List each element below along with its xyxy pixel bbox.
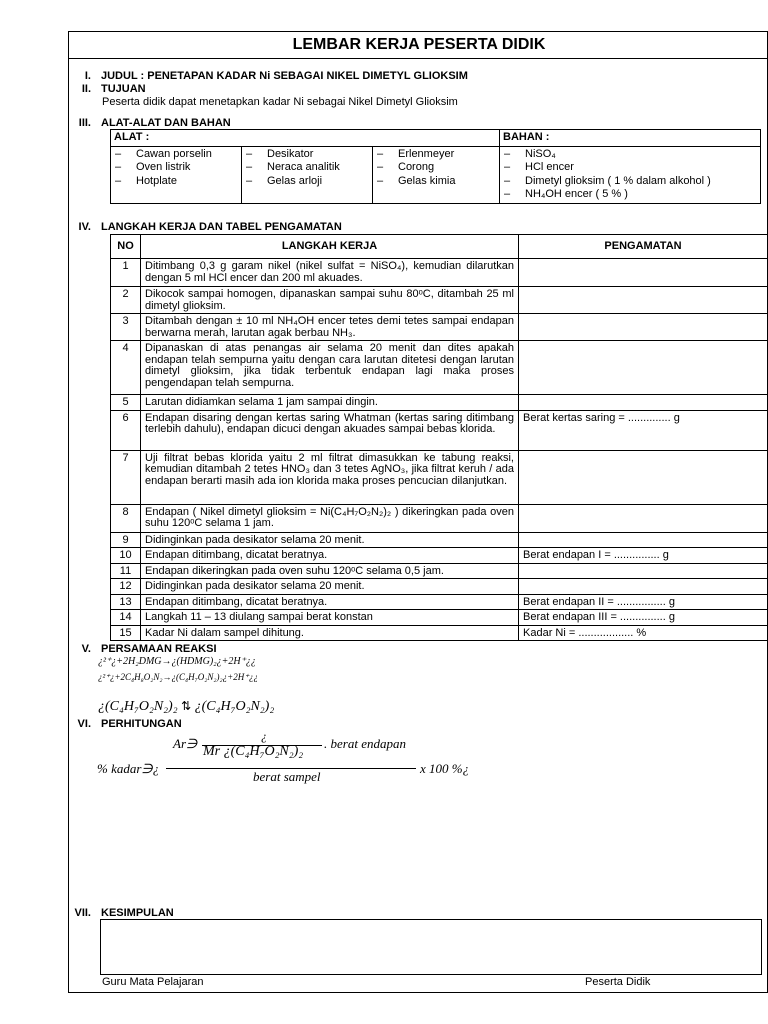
langkah-kerja-table: [110, 234, 768, 641]
step-number: 5: [111, 395, 141, 411]
section-heading: TUJUAN: [101, 83, 146, 95]
observation-cell[interactable]: [519, 395, 768, 411]
bahan-column: [500, 146, 761, 203]
observation-cell[interactable]: [519, 532, 768, 548]
step-number: 8: [111, 504, 141, 532]
table-row: [111, 625, 768, 641]
mr-denominator: Mr ¿(C₄H₇O₂N₂)₂: [203, 744, 304, 759]
step-number: 4: [111, 341, 141, 395]
bahan-header: BAHAN :: [500, 130, 761, 147]
observation-cell[interactable]: [519, 259, 768, 287]
step-description: Uji filtrat bebas klorida yaitu 2 ml filtrat dimasukkan ke tabung reaksi, kemudian ditambah 2 tetes HNO₃ dan 3 tetes AgNO₃, jika filtrat keruh / ada endapan berarti masih ada ion klorida maka proses pencucian dilanjutkan.: [141, 450, 519, 504]
list-item: – HCl encer: [503, 161, 757, 175]
table-row: [111, 504, 768, 532]
step-description: Didinginkan pada desikator selama 20 menit.: [141, 532, 519, 548]
observation-cell[interactable]: Berat kertas saring = .............. g: [519, 410, 768, 450]
ar-symbol: Ar∋: [173, 736, 198, 751]
observation-cell[interactable]: Berat endapan II = ................ g: [519, 594, 768, 610]
berat-endapan-term: . berat endapan: [324, 736, 406, 751]
section-number: II.: [81, 83, 91, 95]
alat-column-3: [373, 146, 500, 203]
kadar-term: % kadar∋¿: [97, 761, 160, 776]
peserta-signature-label: Peserta Didik: [585, 976, 651, 988]
section-heading: LANGKAH KERJA DAN TABEL PENGAMATAN: [101, 221, 342, 233]
alat-column-2: [242, 146, 373, 203]
x100-term: x 100 %¿: [420, 761, 470, 776]
list-item: – Erlenmeyer: [376, 148, 496, 162]
step-number: 6: [111, 410, 141, 450]
observation-cell[interactable]: [519, 563, 768, 579]
list-item: – Hotplate: [114, 175, 238, 189]
step-number: 15: [111, 625, 141, 641]
kesimpulan-box[interactable]: [100, 919, 762, 975]
table-row: [111, 532, 768, 548]
table-row: [111, 610, 768, 626]
step-description: Endapan ditimbang, dicatat beratnya.: [141, 548, 519, 564]
step-description: Larutan didiamkan selama 1 jam sampai dingin.: [141, 395, 519, 411]
section-number: VI.: [77, 718, 91, 730]
step-description: Didinginkan pada desikator selama 20 menit.: [141, 579, 519, 595]
table-row: [111, 579, 768, 595]
section-heading: JUDUL : PENETAPAN KADAR Ni SEBAGAI NIKEL DIMETYL GLIOKSIM: [101, 70, 468, 82]
list-item: – Gelas kimia: [376, 175, 496, 189]
header-no: NO: [111, 235, 141, 259]
observation-cell[interactable]: [519, 287, 768, 314]
table-row: [111, 314, 768, 341]
list-item: – Gelas arloji: [245, 175, 369, 189]
step-number: 3: [111, 314, 141, 341]
step-number: 11: [111, 563, 141, 579]
observation-cell[interactable]: Berat endapan I = ............... g: [519, 548, 768, 564]
berat-sampel-term: berat sampel: [253, 769, 321, 784]
observation-cell[interactable]: [519, 314, 768, 341]
step-number: 9: [111, 532, 141, 548]
reaction-equation-2: ¿²⁺¿+2C₄H₈O₂N₂→¿(C₄H₇O₂N₂)₂¿+2H⁺¿¿: [98, 672, 259, 682]
list-item: – Neraca analitik: [245, 161, 369, 175]
step-description: Langkah 11 – 13 diulang sampai berat konstan: [141, 610, 519, 626]
alat-column-1: [111, 146, 242, 203]
header-pengamatan: PENGAMATAN: [519, 235, 768, 259]
table-row: [111, 563, 768, 579]
step-number: 7: [111, 450, 141, 504]
table-row: [111, 594, 768, 610]
table-row: [111, 287, 768, 314]
table-row: [111, 341, 768, 395]
section-number: I.: [84, 70, 91, 82]
list-item: – NH₄OH encer ( 5 % ): [503, 188, 757, 202]
equilibrium-arrow-icon: ⇅: [181, 699, 192, 713]
section-number: III.: [78, 117, 91, 129]
list-item: – Desikator: [245, 148, 369, 162]
reaction-equation-1: ¿²⁺¿+2H₂DMG→¿(HDMG)₂¿+2H⁺¿¿: [98, 656, 256, 667]
worksheet-page: [68, 31, 768, 993]
reaction-equation-3: [98, 699, 274, 715]
tujuan-text: Peserta didik dapat menetapkan kadar Ni sebagai Nikel Dimetyl Glioksim: [102, 96, 458, 108]
list-item: – Oven listrik: [114, 161, 238, 175]
observation-cell[interactable]: [519, 579, 768, 595]
page-title: LEMBAR KERJA PESERTA DIDIK: [292, 36, 546, 53]
observation-cell[interactable]: Kadar Ni = .................. %: [519, 625, 768, 641]
step-description: Endapan ditimbang, dicatat beratnya.: [141, 594, 519, 610]
section-heading: ALAT-ALAT DAN BAHAN: [101, 117, 231, 129]
header-langkah: LANGKAH KERJA: [141, 235, 519, 259]
step-number: 14: [111, 610, 141, 626]
alat-header: ALAT :: [111, 130, 500, 147]
list-item: – Cawan porselin: [114, 148, 238, 162]
reaction-3-right: ¿(C₄H₇O₂N₂)₂: [194, 699, 275, 714]
step-description: Ditimbang 0,3 g garam nikel (nikel sulfat = NiSO₄), kemudian dilarutkan dengan 5 ml HCl encer dan 200 ml akuades.: [141, 259, 519, 287]
step-description: Endapan dikeringkan pada oven suhu 120ᵒC selama 0,5 jam.: [141, 563, 519, 579]
step-number: 1: [111, 259, 141, 287]
step-description: Endapan disaring dengan kertas saring Whatman (kertas saring ditimbang terlebih dahulu), endapan dicuci dengan akuades sampai bebas klorida.: [141, 410, 519, 450]
section-number: IV.: [78, 221, 91, 233]
step-number: 13: [111, 594, 141, 610]
list-item: – Corong: [376, 161, 496, 175]
observation-cell[interactable]: Berat endapan III = ............... g: [519, 610, 768, 626]
observation-cell[interactable]: [519, 504, 768, 532]
observation-cell[interactable]: [519, 341, 768, 395]
section-heading: PERHITUNGAN: [101, 718, 182, 730]
list-item: – NiSO₄: [503, 148, 757, 162]
section-number: VII.: [74, 907, 91, 919]
table-row: [111, 548, 768, 564]
section-number: V.: [81, 643, 91, 655]
step-description: Endapan ( Nikel dimetyl glioksim = Ni(C₄H₇O₂N₂)₂ ) dikeringkan pada oven suhu 120ᵒC selama 1 jam.: [141, 504, 519, 532]
reaction-3-left: ¿(C₄H₇O₂N₂)₂: [98, 699, 178, 714]
ar-numerator: ¿: [261, 729, 267, 743]
section-heading: PERSAMAAN REAKSI: [101, 643, 217, 655]
guru-signature-label: Guru Mata Pelajaran: [102, 976, 204, 988]
step-number: 10: [111, 548, 141, 564]
section-heading: KESIMPULAN: [101, 907, 174, 919]
table-row: [111, 410, 768, 450]
observation-cell[interactable]: [519, 450, 768, 504]
table-row: [111, 259, 768, 287]
step-description: Ditambah dengan ± 10 ml NH₄OH encer tetes demi tetes sampai endapan berwarna merah, larutan agak berbau NH₃.: [141, 314, 519, 341]
title-divider: [69, 58, 768, 59]
step-description: Kadar Ni dalam sampel dihitung.: [141, 625, 519, 641]
step-description: Dikocok sampai homogen, dipanaskan sampai suhu 80ᵒC, ditambah 25 ml dimetyl glioksim.: [141, 287, 519, 314]
step-number: 2: [111, 287, 141, 314]
step-number: 12: [111, 579, 141, 595]
table-row: [111, 395, 768, 411]
table-row: [111, 450, 768, 504]
step-description: Dipanaskan di atas penangas air selama 20 menit dan dites apakah endapan telah sempurna yaitu dengan cara larutan ditetesi dengan larutan dimetyl glioksim, jika tidak terbentuk endapan lagi maka proses pengendapan telah sempurna.: [141, 341, 519, 395]
alat-bahan-table: [110, 129, 761, 204]
list-item: – Dimetyl glioksim ( 1 % dalam alkohol ): [503, 175, 757, 189]
